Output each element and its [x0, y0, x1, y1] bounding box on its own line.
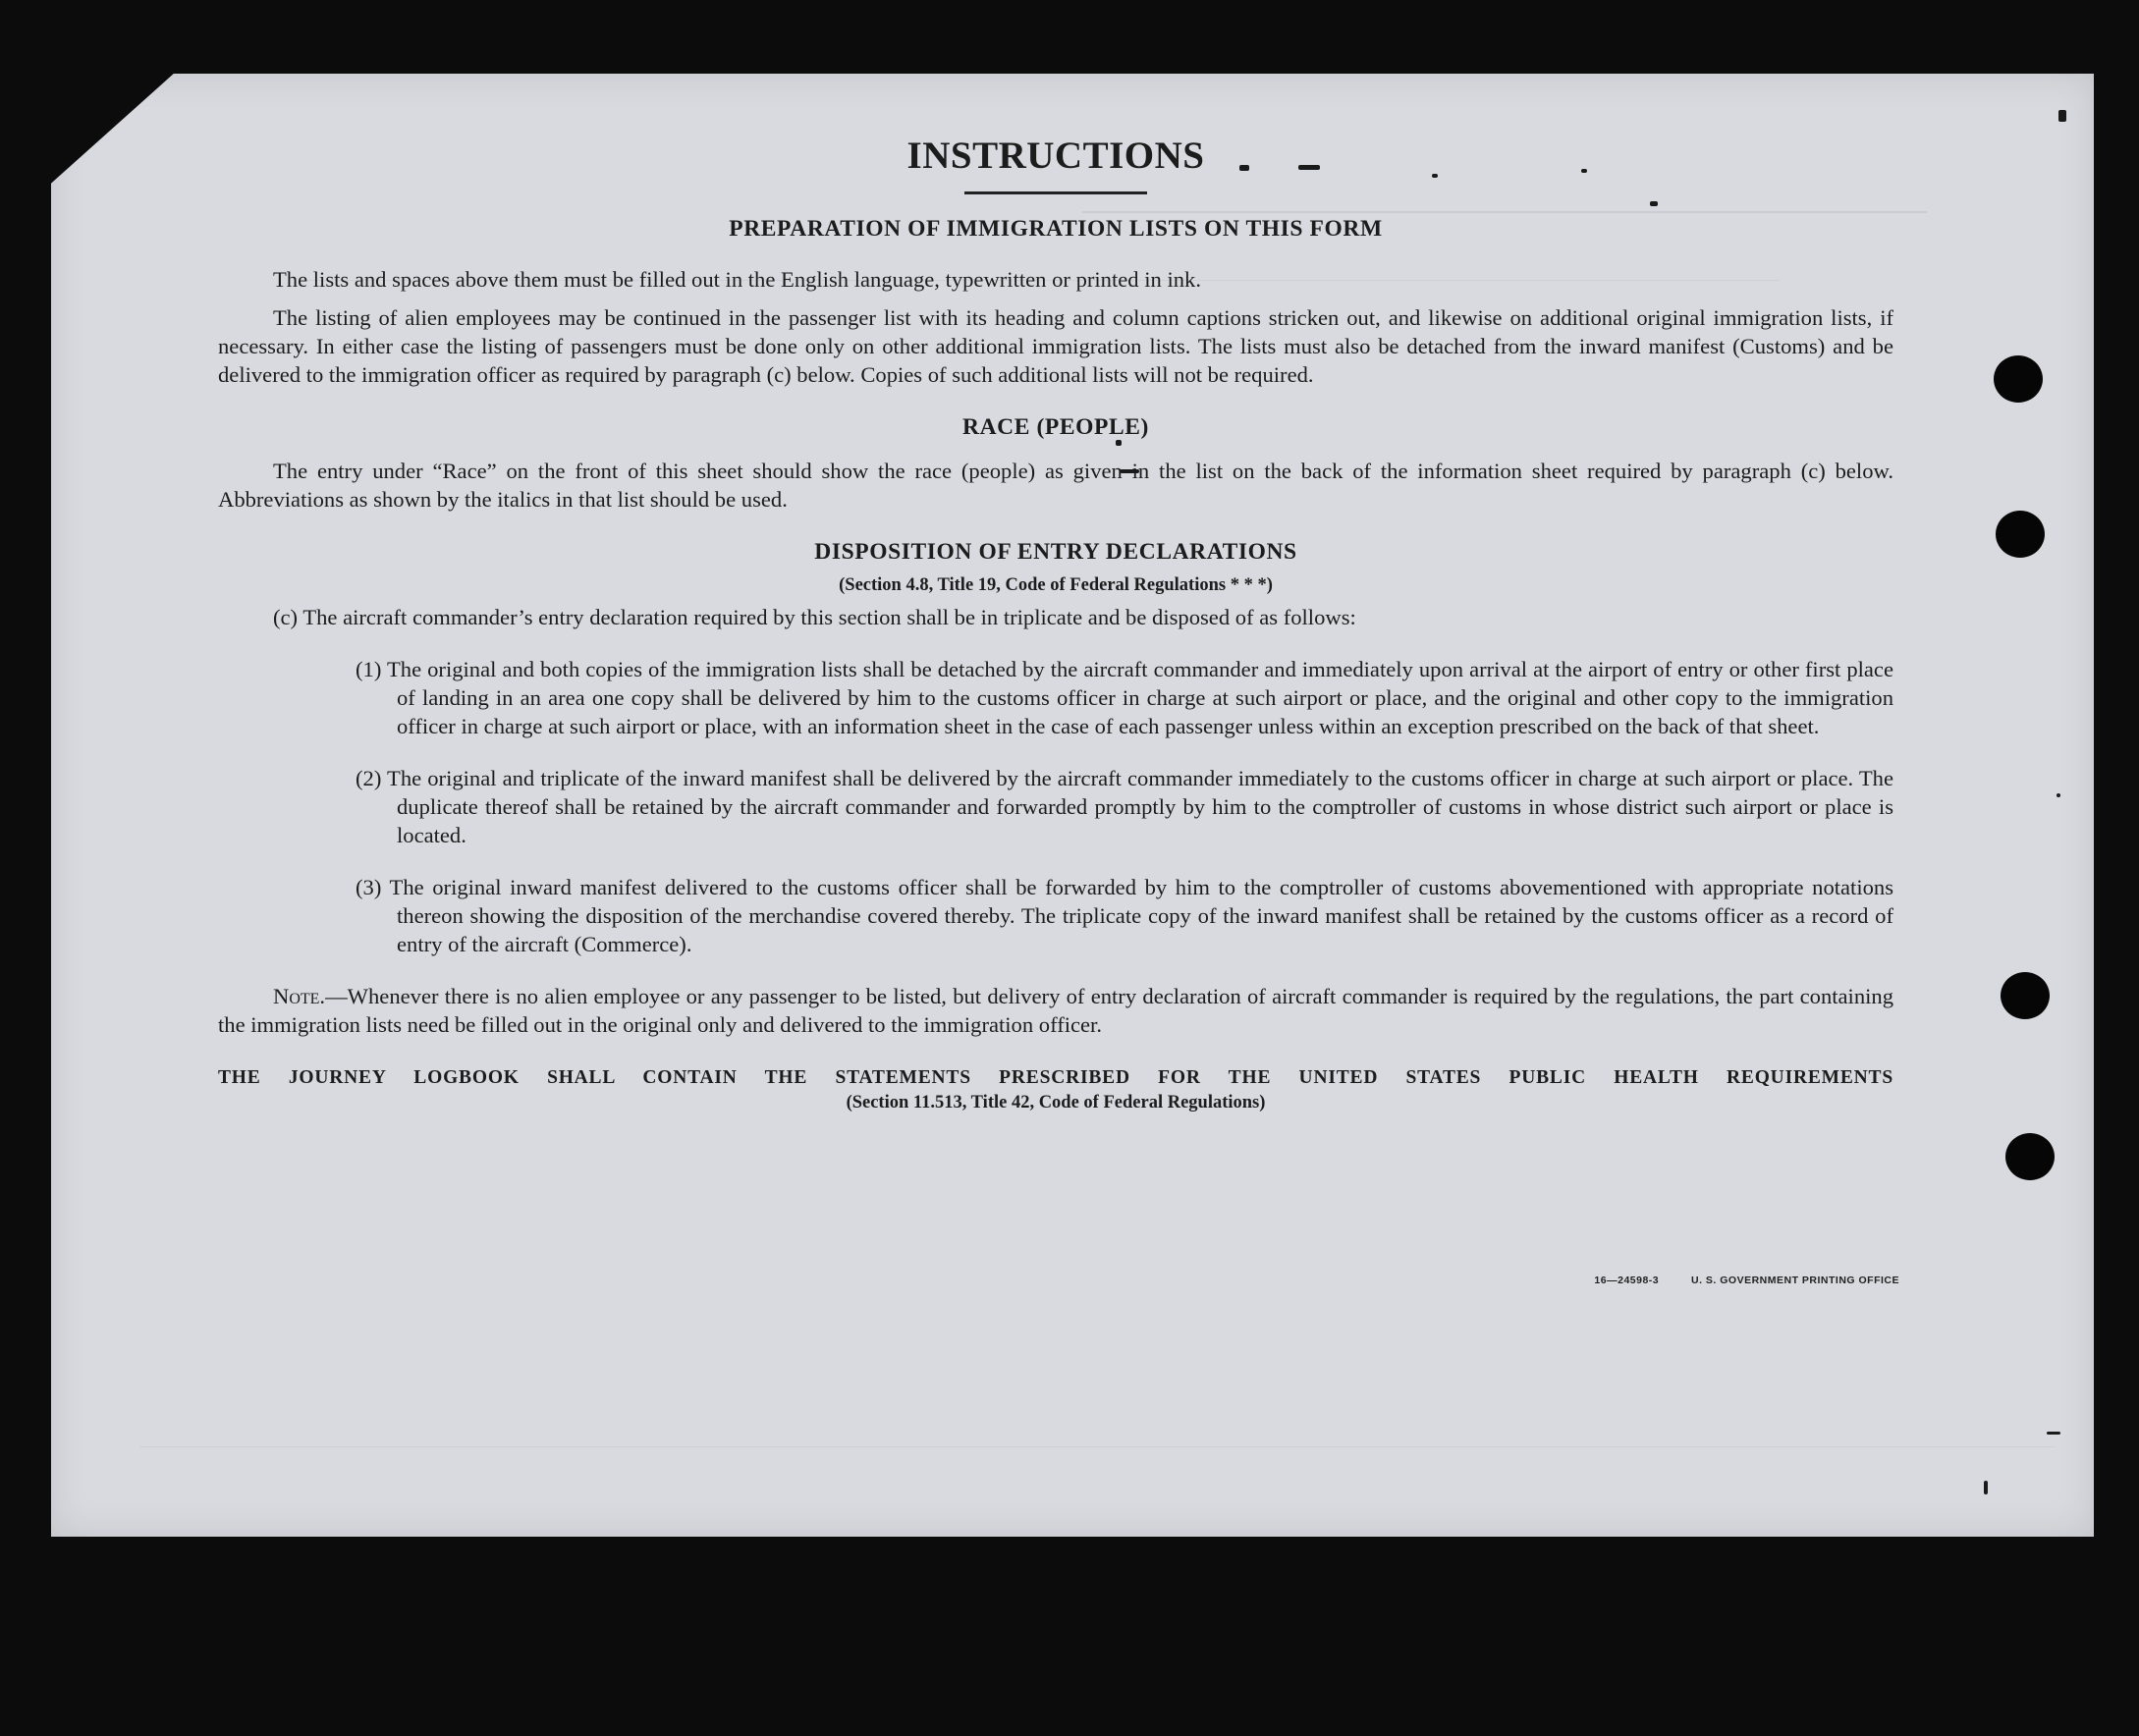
- bleed-through-line: [139, 1429, 2055, 1447]
- paragraph-english-language: The lists and spaces above them must be filled out in the English language, typewritten or printed in ink.: [273, 267, 1201, 293]
- note-text: —Whenever there is no alien employee or any passenger to be listed, but delivery of entry declaration of aircraft commander is required by the regulations, the part containing the immigration lists need be filled out in the original only and delivered to the immigration officer.: [218, 983, 1893, 1037]
- paragraph-race: The entry under “Race” on the front of this sheet should show the race (people) as given in the list on the back of the information sheet required by paragraph (c) below. Abbreviations as shown by the italics in that list should be used.: [218, 458, 1893, 512]
- logbook-citation: (Section 11.513, Title 42, Code of Federal Regulations): [846, 1092, 1266, 1112]
- page-title: INSTRUCTIONS: [906, 135, 1205, 177]
- list-item: (1) The original and both copies of the immigration lists shall be detached by the aircraft commander and immediately upon arrival at the airport of entry or other first place of landing in an area one copy shall be delivered by him to the customs officer in charge at such airport or place, and the original and other copy to the immigration officer in charge at such airport or place, with an information sheet in the case of each passenger unless within an exception prescribed on the back of that sheet.: [356, 656, 1893, 738]
- ink-speck: [2058, 110, 2066, 122]
- footer-imprint: [1594, 1275, 1899, 1286]
- punch-hole: [1994, 355, 2043, 403]
- list-item: (2) The original and triplicate of the inward manifest shall be delivered by the aircraft commander immediately to the customs officer in charge at such airport or place. The duplicate thereof shall be retained by the aircraft commander and forwarded promptly by him to the comptroller of customs in whose district such airport or place is located.: [356, 765, 1893, 847]
- section-heading-preparation: PREPARATION OF IMMIGRATION LISTS ON THIS FORM: [729, 215, 1383, 242]
- note-label: Note.: [273, 983, 326, 1008]
- title-underline: [964, 191, 1147, 194]
- section-citation-disposition: (Section 4.8, Title 19, Code of Federal Regulations * * *): [839, 574, 1273, 595]
- ink-speck: [2047, 1432, 2060, 1435]
- punch-hole: [2005, 1133, 2055, 1180]
- printer-imprint: U. S. GOVERNMENT PRINTING OFFICE: [1690, 1275, 1899, 1286]
- form-number: 16—24598-3: [1594, 1275, 1660, 1286]
- punch-hole: [1996, 511, 2045, 558]
- ink-speck: [2057, 793, 2060, 797]
- note-paragraph: [218, 982, 1893, 1039]
- punch-hole: [2001, 972, 2050, 1019]
- section-heading-race: RACE (PEOPLE): [962, 414, 1149, 441]
- paragraph-alien-employees: The listing of alien employees may be continued in the passenger list with its heading and column captions stricken out, and likewise on additional original immigration lists, if necessary. In either case the listing of passengers must be done only on other additional immigration lists. The lists must also be detached from the inward manifest (Customs) and be delivered to the immigration officer as required by paragraph (c) below. Copies of such additional lists will not be required.: [218, 305, 1893, 388]
- ink-speck: [1984, 1481, 1988, 1494]
- list-item: (3) The original inward manifest delivered to the customs officer shall be forwarded by him to the comptroller of customs abovementioned with appropriate notations thereon showing the disposition of the merchandise covered thereby. The triplicate copy of the inward manifest shall be retained by the customs officer as a record of entry of the aircraft (Commerce).: [356, 874, 1893, 956]
- logbook-statement: THE JOURNEY LOGBOOK SHALL CONTAIN THE STATEMENTS PRESCRIBED FOR THE UNITED STATES PUBLIC HEALTH REQUIREMENTS: [218, 1066, 1893, 1088]
- instructions-content: [218, 135, 1899, 1286]
- section-heading-disposition: DISPOSITION OF ENTRY DECLARATIONS: [814, 538, 1297, 565]
- paragraph-c-intro: (c) The aircraft commander’s entry declaration required by this section shall be in triplicate and be disposed of as follows:: [273, 604, 1356, 629]
